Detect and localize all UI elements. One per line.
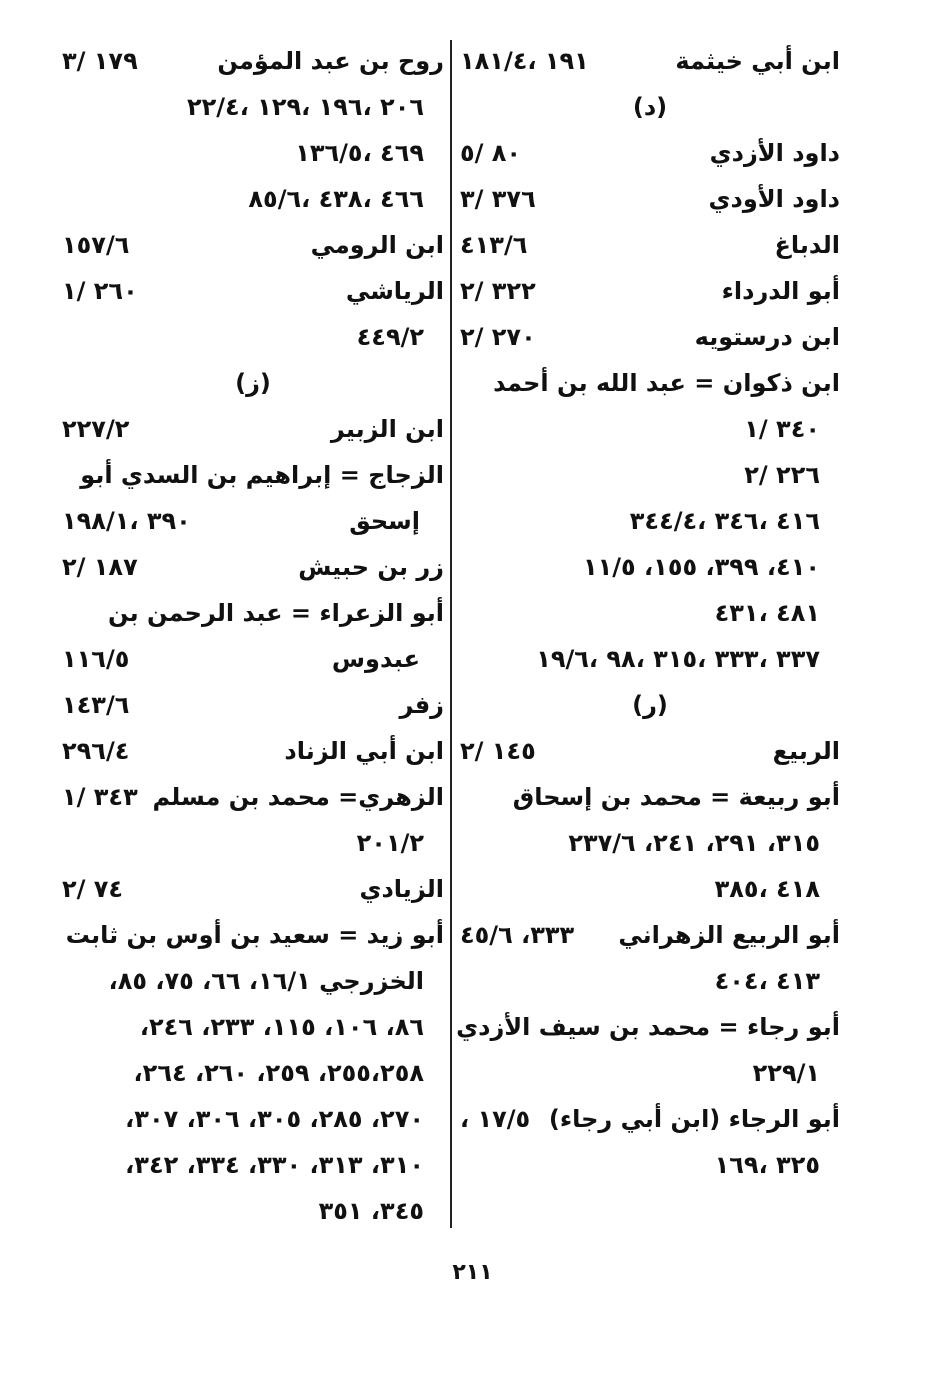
index-entry bbox=[460, 38, 840, 84]
entry-page-refs: ٢٧٠ /٢ bbox=[460, 323, 536, 351]
index-entry bbox=[460, 314, 840, 360]
entry-continuation: ٤١٠، ٣٩٩، ١٥٥، ١١/٥ bbox=[582, 553, 820, 581]
entry-page-refs: ١٥٧/٦ bbox=[62, 231, 130, 259]
entry-continuation: ٤١٨ ،٣٨٥ bbox=[714, 875, 820, 903]
entry-name: أبو الدرداء bbox=[721, 277, 840, 305]
entry-page-refs: ٣٤٣ /١ bbox=[62, 783, 138, 811]
entry-page-refs: ٣٢٢ /٢ bbox=[460, 277, 536, 305]
entry-continuation: ٢٥٥،٢٥٨، ٢٥٩، ٢٦٠، ٢٦٤، bbox=[133, 1059, 424, 1087]
index-entry bbox=[460, 728, 840, 774]
entry-name: أبو الربيع الزهراني bbox=[618, 921, 840, 949]
index-entry bbox=[62, 682, 444, 728]
entry-continuation: ٤٦٦ ،٤٣٨ ،٨٥/٦ bbox=[248, 185, 424, 213]
entry-page-refs: ٤١٣/٦ bbox=[460, 231, 528, 259]
entry-name: روح بن عبد المؤمن bbox=[217, 47, 444, 75]
entry-name: عبدوس bbox=[331, 645, 420, 673]
entry-name: الرياشي bbox=[345, 277, 444, 305]
index-entry bbox=[460, 130, 840, 176]
entry-continuation: ٤١٣ ،٤٠٤ bbox=[714, 967, 820, 995]
index-entry bbox=[62, 636, 444, 682]
entry-page-refs: ٧٤ /٢ bbox=[62, 875, 124, 903]
index-entry-crossref: أبو الزعراء = عبد الرحمن بن bbox=[108, 599, 444, 627]
entry-continuation: ٢٢٦ /٢ bbox=[744, 461, 820, 489]
entry-name: الدباغ bbox=[774, 231, 840, 259]
entry-continuation: ٣١٠، ٣١٣، ٣٣٠، ٣٣٤، ٣٤٢، bbox=[125, 1151, 424, 1179]
entry-continuation: ٤٦٩ ،١٣٦/٥ bbox=[295, 139, 424, 167]
index-entry-crossref: أبو زيد = سعيد بن أوس بن ثابت bbox=[65, 921, 444, 949]
index-entry bbox=[62, 774, 444, 820]
entry-name: إسحق bbox=[349, 507, 420, 535]
entry-continuation: الخزرجي ١٦/١، ٦٦، ٧٥، ٨٥، bbox=[108, 967, 424, 995]
entry-page-refs: ١٩١ ،١٨١/٤ bbox=[460, 47, 589, 75]
index-entry bbox=[460, 268, 840, 314]
entry-continuation: ٢٧٠، ٢٨٥، ٣٠٥، ٣٠٦، ٣٠٧، bbox=[125, 1105, 424, 1133]
entry-continuation: ٢٢٩/١ bbox=[752, 1059, 820, 1087]
index-entry-crossref: الزجاج = إبراهيم بن السدي أبو bbox=[80, 461, 444, 489]
entry-name: زر بن حبيش bbox=[298, 553, 444, 581]
entry-name: أبو الرجاء (ابن أبي رجاء) bbox=[548, 1105, 840, 1133]
entry-name: ابن أبي الزناد bbox=[284, 737, 444, 765]
index-entry bbox=[62, 222, 444, 268]
index-entry bbox=[62, 38, 444, 84]
entry-continuation: ٢٠١/٢ bbox=[356, 829, 424, 857]
entry-page-refs: ٢٢٧/٢ bbox=[62, 415, 130, 443]
letter-heading: (ز) bbox=[235, 369, 271, 397]
entry-continuation: ٣١٥، ٢٩١، ٢٤١، ٢٣٧/٦ bbox=[568, 829, 820, 857]
letter-heading: (د) bbox=[632, 93, 668, 121]
entry-continuation: ٣٢٥ ،١٦٩ bbox=[714, 1151, 820, 1179]
entry-name: داود الأزدي bbox=[709, 139, 840, 167]
index-entry bbox=[460, 176, 840, 222]
entry-page-refs: ٢٩٦/٤ bbox=[62, 737, 130, 765]
index-entry-crossref: ابن ذكوان = عبد الله بن أحمد bbox=[493, 369, 840, 397]
entry-page-refs: ١١٦/٥ bbox=[62, 645, 130, 673]
entry-name: ابن الزبير bbox=[330, 415, 444, 443]
index-column-left bbox=[62, 38, 444, 1234]
letter-heading: (ر) bbox=[632, 691, 668, 719]
entry-name: ابن الرومي bbox=[310, 231, 444, 259]
index-entry bbox=[460, 912, 840, 958]
entry-page-refs: ٣٩٠ ،١٩٨/١ bbox=[62, 507, 191, 535]
index-entry bbox=[460, 1096, 840, 1142]
entry-name: داود الأودي bbox=[708, 185, 840, 213]
index-entry bbox=[460, 222, 840, 268]
entry-continuation: ٢٠٦ ،١٩٦ ،١٢٩ ،٢٢/٤ bbox=[186, 93, 424, 121]
entry-name: زفر bbox=[399, 691, 444, 719]
index-entry bbox=[62, 728, 444, 774]
index-entry bbox=[62, 866, 444, 912]
entry-continuation: ٤٨١ ،٤٣١ bbox=[714, 599, 820, 627]
index-entry-crossref: أبو رجاء = محمد بن سيف الأزدي bbox=[456, 1013, 840, 1041]
entry-page-refs: ١٧/٥ ، bbox=[460, 1105, 531, 1133]
index-entry bbox=[62, 544, 444, 590]
entry-page-refs: ١٨٧ /٢ bbox=[62, 553, 138, 581]
entry-page-refs: ٢٦٠ /١ bbox=[62, 277, 138, 305]
entry-continuation: ٣٤٠ /١ bbox=[744, 415, 820, 443]
entry-continuation: ٤٤٩/٢ bbox=[356, 323, 424, 351]
page-number: ٢١١ bbox=[452, 1260, 493, 1285]
entry-page-refs: ١٤٣/٦ bbox=[62, 691, 130, 719]
index-entry bbox=[62, 268, 444, 314]
entry-name: ابن درستويه bbox=[694, 323, 840, 351]
entry-page-refs: ١٧٩ /٣ bbox=[62, 47, 138, 75]
entry-page-refs: ١٤٥ /٢ bbox=[460, 737, 536, 765]
index-entry bbox=[62, 406, 444, 452]
index-column-right bbox=[456, 38, 840, 1188]
entry-name: ابن أبي خيثمة bbox=[675, 47, 840, 75]
index-entry bbox=[62, 498, 444, 544]
entry-continuation: ٣٤٥، ٣٥١ bbox=[318, 1197, 424, 1225]
column-divider bbox=[450, 40, 452, 1228]
entry-continuation: ٨٦، ١٠٦، ١١٥، ٢٣٣، ٢٤٦، bbox=[139, 1013, 424, 1041]
entry-continuation: ٣٣٧ ،٣٣٣ ،٣١٥ ،٩٨ ،١٩/٦ bbox=[536, 645, 820, 673]
entry-name: الزهري= محمد بن مسلم bbox=[152, 783, 444, 811]
entry-name: الربيع bbox=[772, 737, 840, 765]
entry-page-refs: ٣٧٦ /٣ bbox=[460, 185, 536, 213]
entry-page-refs: ٨٠ /٥ bbox=[460, 139, 522, 167]
entry-continuation: ٤١٦ ،٣٤٦ ،٣٤٤/٤ bbox=[629, 507, 820, 535]
entry-page-refs: ٣٣٣، ٤٥/٦ bbox=[460, 921, 575, 949]
index-entry-crossref: أبو ربيعة = محمد بن إسحاق bbox=[512, 783, 840, 811]
entry-name: الزيادي bbox=[359, 875, 444, 903]
